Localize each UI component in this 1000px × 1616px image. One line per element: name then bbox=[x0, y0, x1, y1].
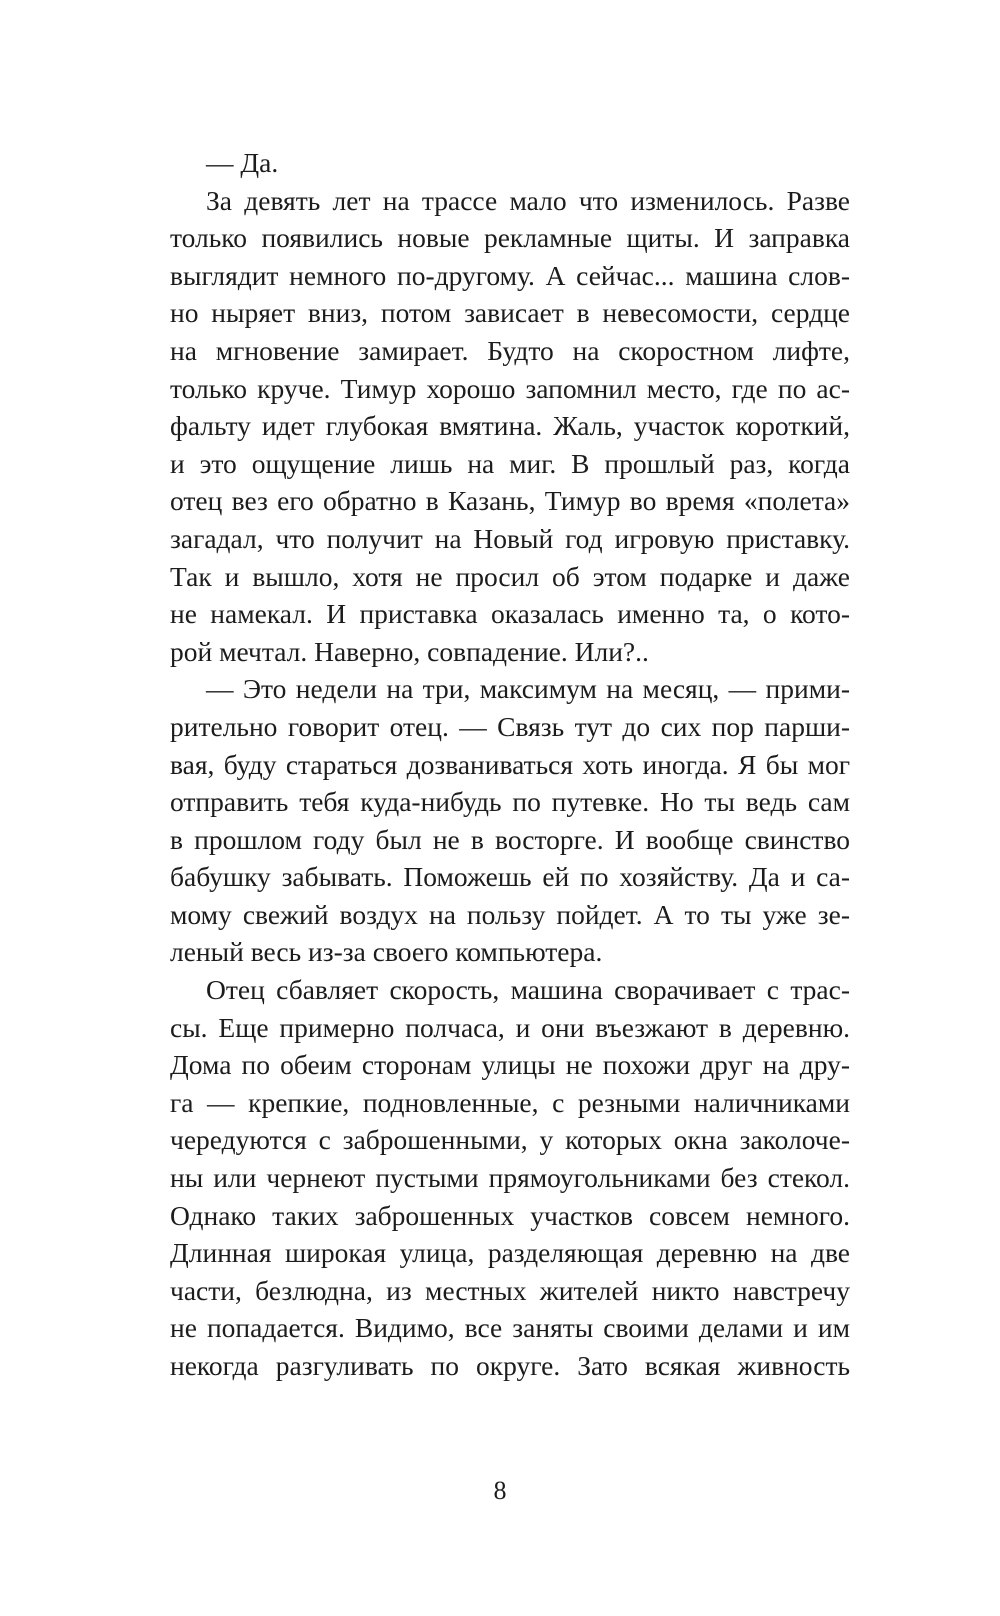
text-line: рительно говорит отец. — Связь тут до сих пор парши- bbox=[170, 710, 850, 742]
text-line: бабушку забывать. Поможешь ей по хозяйству. Да и са- bbox=[170, 861, 850, 893]
text-line: За девять лет на трассе мало что изменилось. Разве bbox=[206, 184, 850, 216]
text-line: — Это недели на три, максимум на месяц, — прими- bbox=[206, 673, 850, 705]
text-line: га — крепкие, подновленные, с резными наличниками bbox=[170, 1086, 850, 1118]
text-line: выглядит немного по-другому. А сейчас... машина слов- bbox=[170, 259, 850, 291]
text-line: отец вез его обратно в Казань, Тимур во время «полета» bbox=[170, 485, 850, 517]
text-line: и это ощущение лишь на миг. В прошлый раз, когда bbox=[170, 447, 850, 479]
text-line: Отец сбавляет скорость, машина сворачивает с трас- bbox=[206, 974, 850, 1006]
text-line: части, безлюдна, из местных жителей никто навстречу bbox=[170, 1274, 850, 1306]
text-line: в прошлом году был не в восторге. И вообще свинство bbox=[170, 823, 850, 855]
book-page-text bbox=[170, 144, 850, 1385]
text-line: ны или чернеют пустыми прямоугольниками без стекол. bbox=[170, 1162, 850, 1194]
text-line: только появились новые рекламные щиты. И заправка bbox=[170, 222, 850, 254]
text-line: Дома по обеим сторонам улицы не похожи друг на дру- bbox=[170, 1049, 850, 1081]
text-line: только круче. Тимур хорошо запомнил место, где по ас- bbox=[170, 372, 850, 404]
text-line: — Да. bbox=[206, 147, 279, 178]
text-line: некогда разгуливать по округе. Зато всякая живность bbox=[170, 1350, 850, 1381]
page-number: 8 bbox=[493, 1476, 507, 1505]
text-line: чередуются с заброшенными, у которых окна заколоче- bbox=[170, 1124, 850, 1156]
text-line: Длинная широкая улица, разделяющая деревню на две bbox=[170, 1237, 850, 1269]
text-line: вая, буду стараться дозваниваться хоть иногда. Я бы мог bbox=[170, 748, 850, 780]
text-line: на мгновение замирает. Будто на скоростном лифте, bbox=[170, 334, 850, 366]
text-line: отправить тебя куда-нибудь по путевке. Но ты ведь сам bbox=[170, 786, 850, 818]
text-line: сы. Еще примерно полчаса, и они въезжают в деревню. bbox=[170, 1011, 850, 1043]
text-line: мому свежий воздух на пользу пойдет. А то ты уже зе- bbox=[170, 898, 850, 930]
text-line: рой мечтал. Наверно, совпадение. Или?.. bbox=[170, 635, 649, 667]
text-line: но ныряет вниз, потом зависает в невесомости, сердце bbox=[170, 297, 850, 329]
text-line: фальту идет глубокая вмятина. Жаль, участок короткий, bbox=[170, 410, 850, 442]
text-line: загадал, что получит на Новый год игровую приставку. bbox=[170, 522, 850, 554]
text-line: леный весь из-за своего компьютера. bbox=[170, 936, 603, 968]
text-line: не намекал. И приставка оказалась именно та, о кото- bbox=[170, 598, 850, 630]
text-line: Так и вышло, хотя не просил об этом подарке и даже bbox=[170, 560, 850, 592]
text-line: не попадается. Видимо, все заняты своими делами и им bbox=[170, 1312, 850, 1344]
text-line: Однако таких заброшенных участков совсем немного. bbox=[170, 1199, 850, 1231]
